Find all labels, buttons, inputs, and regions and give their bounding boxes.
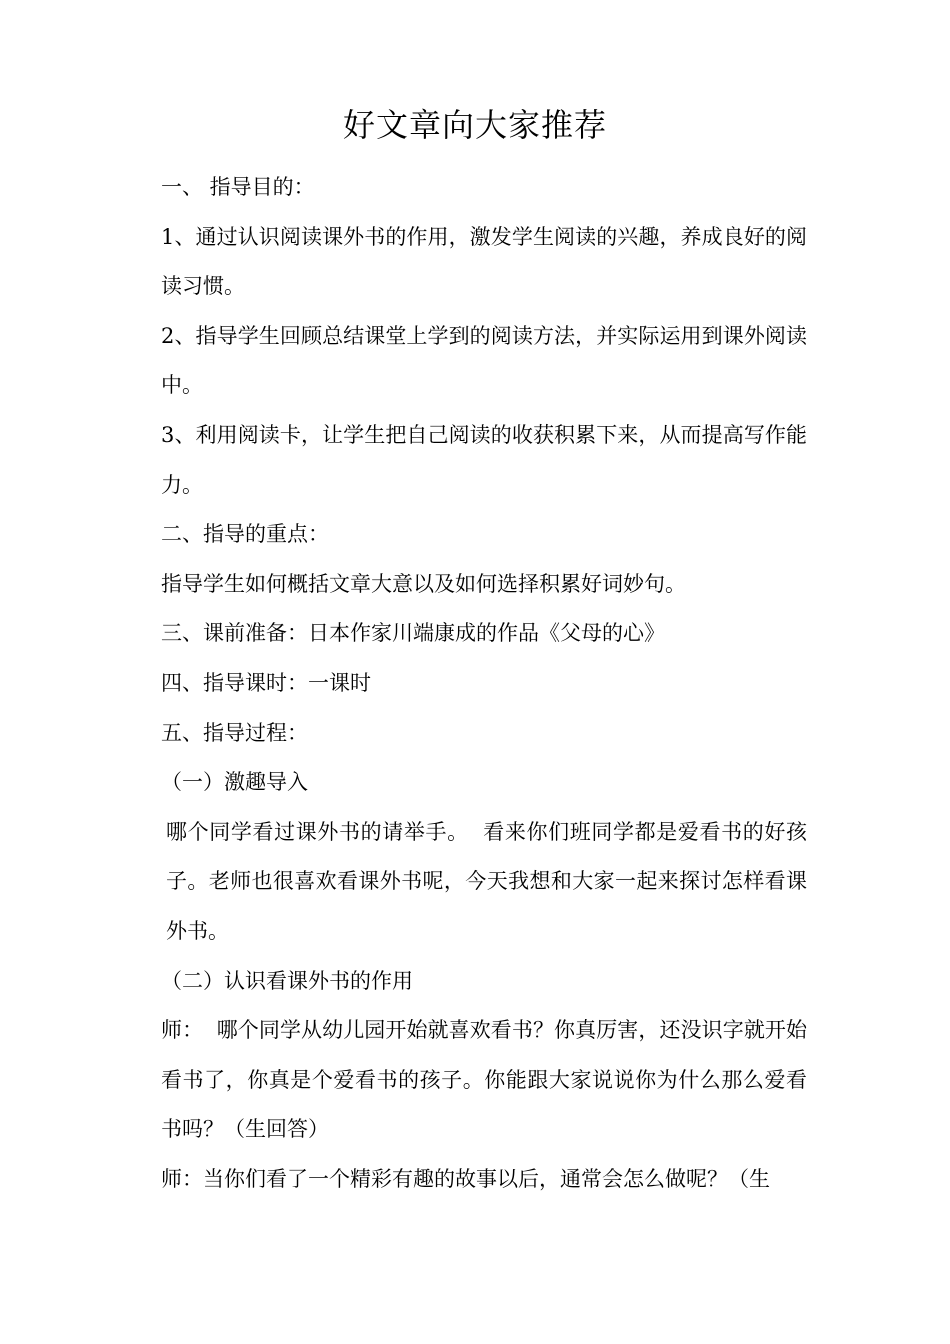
section-preparation: 三、课前准备：日本作家川端康成的作品《父母的心》 [161,621,665,646]
objective-item-3: 3、利用阅读卡，让学生把自己阅读的收获积累下来，从而提高写作能力。 [161,422,807,497]
key-points-text: 指导学生如何概括文章大意以及如何选择积累好词妙句。 [161,571,686,596]
section-heading-process: 五、指导过程： [161,720,308,745]
objective-item-1: 1、通过认识阅读课外书的作用，激发学生阅读的兴趣，养成良好的阅读习惯。 [161,224,807,299]
document-title: 好文章向大家推荐 [342,106,607,144]
subsection-heading-intro: （一）激趣导入 [161,770,308,795]
section-heading-key-points: 二、指导的重点： [161,522,329,547]
section-class-hours: 四、指导课时：一课时 [161,670,371,695]
section-heading-objectives: 一、 指导目的： [161,175,315,199]
teacher-paragraph-2: 师：当你们看了一个精彩有趣的故事以后，通常会怎么做呢？（生 [161,1166,770,1191]
document-body [143,163,807,1204]
intro-paragraph: 哪个同学看过课外书的请举手。 看来你们班同学都是爱看书的好孩子。老师也很喜欢看课外书呢，今天我想和大家一起来探讨怎样看课外书。 [166,819,807,943]
subsection-heading-purpose: （二）认识看课外书的作用 [161,968,413,993]
objective-item-2: 2、指导学生回顾总结课堂上学到的阅读方法，并实际运用到课外阅读中。 [161,323,807,398]
teacher-paragraph-1: 师： 哪个同学从幼儿园开始就喜欢看书？你真厉害，还没识字就开始看书了，你真是个爱看书的孩子。你能跟大家说说你为什么那么爱看书吗？（生回答） [161,1018,807,1142]
